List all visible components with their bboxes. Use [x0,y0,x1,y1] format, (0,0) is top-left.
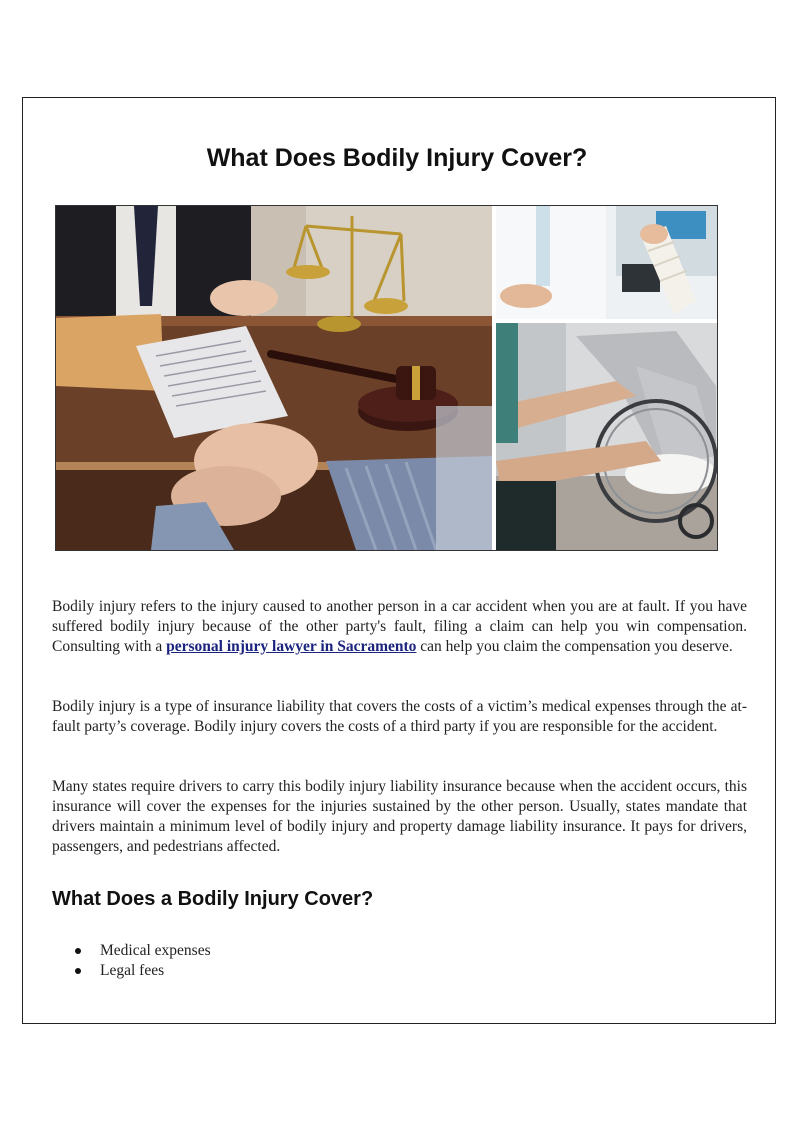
paragraph-intro-text-2: can help you claim the compensation you deserve. [416,638,733,655]
list-item [52,941,211,961]
list-item-label: Medical expenses [100,942,211,959]
bullet-icon [75,948,81,954]
personal-injury-lawyer-link[interactable]: personal injury lawyer in Sacramento [166,638,417,655]
section-heading: What Does a Bodily Injury Cover? [52,888,374,910]
list-item [52,961,211,981]
page-title: What Does Bodily Injury Cover? [206,144,588,172]
paragraph-liability: Bodily injury is a type of insurance liability that covers the costs of a victim’s medical expenses through the at-fault party’s coverage. Bodily injury covers the costs of a third party if you are responsible for the accident. [52,698,747,735]
paragraph-intro [52,597,747,657]
caregiver-wheelchair-photo [496,323,717,550]
paragraph-intro-text-1: Bodily injury refers to the injury caused to another person in a car accident when you are at fault. If you have suffered bodily injury because of the other party's fault, filing a claim can help you win compensation. Consulting with a [52,598,747,655]
paragraph-state-requirements: Many states require drivers to carry this bodily injury liability insurance because when the accident occurs, this insurance will cover the expenses for the injuries sustained by the other person. Usually, states mandate that drivers maintain a minimum level of bodily injury and property damage liability insurance. It pays for drivers, passengers, and pedestrians affected. [52,778,747,855]
bullet-icon [75,968,81,974]
doctor-bandaged-hand-photo [496,206,717,319]
lawyer-scales-gavel-photo [56,206,492,550]
coverage-list [52,941,211,981]
header-image-collage [55,205,718,551]
list-item-label: Legal fees [100,962,165,979]
